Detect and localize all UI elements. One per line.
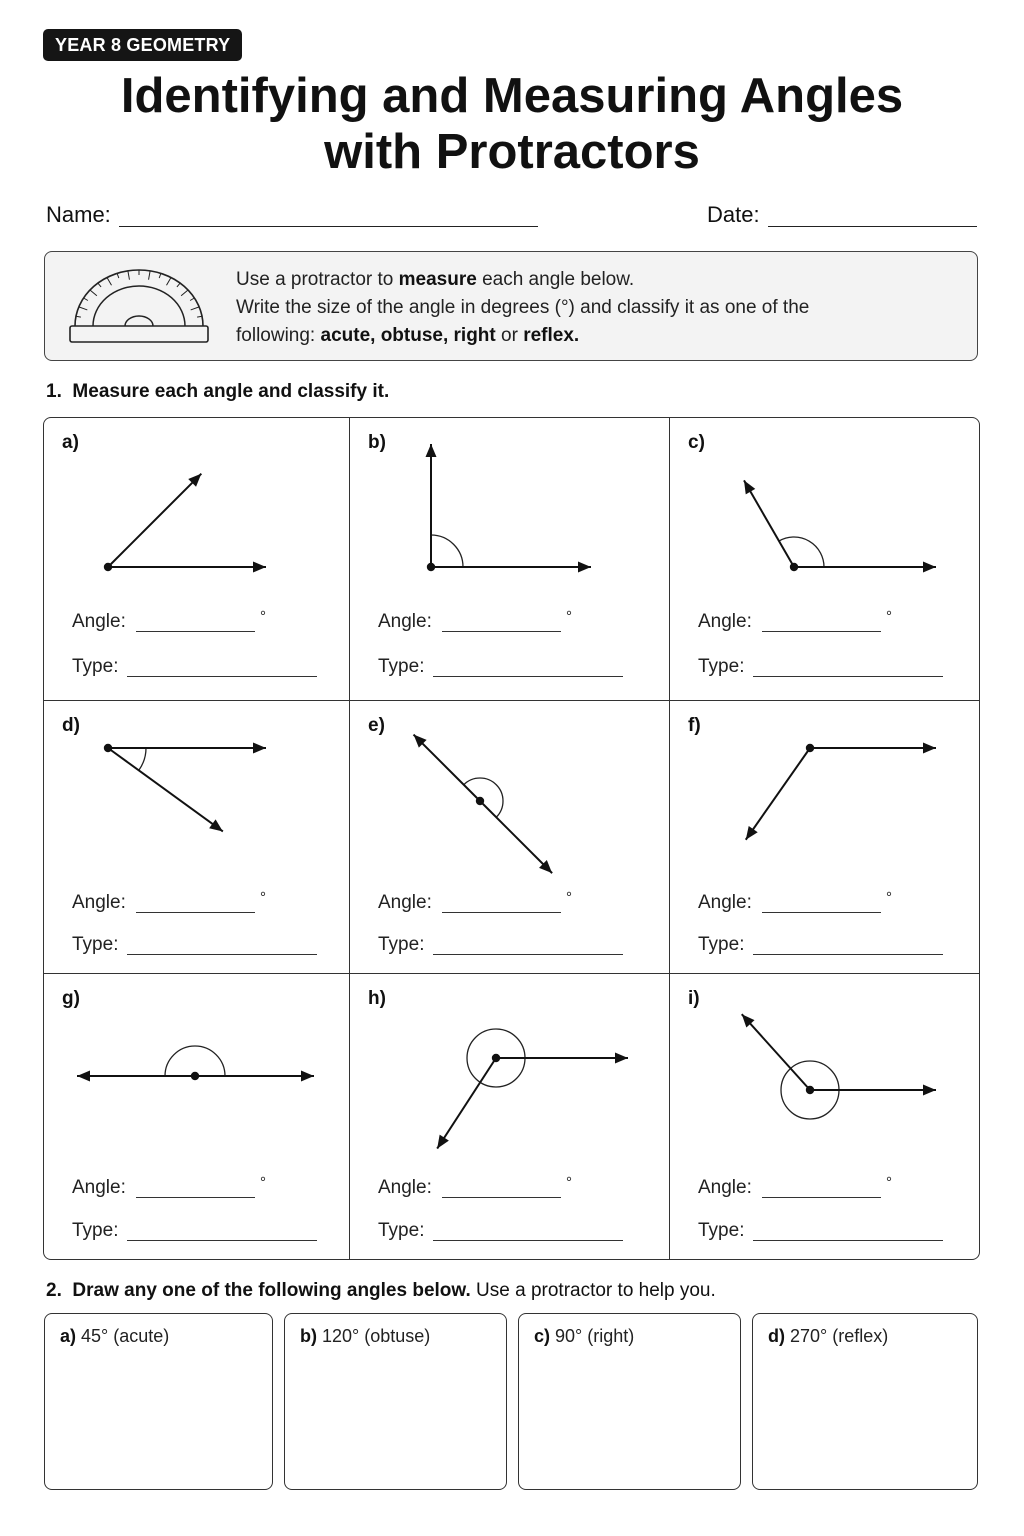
angle-diagram: [670, 974, 980, 1164]
vertex-dot: [806, 744, 814, 752]
arrowhead: [437, 1135, 449, 1149]
angle-ray: [746, 748, 810, 840]
cell-label: g): [62, 988, 80, 1009]
angle-diagram: [44, 701, 350, 891]
type-answer-field[interactable]: [753, 676, 943, 677]
degree-symbol: °: [566, 1174, 572, 1191]
angle-label: Angle:: [698, 1177, 752, 1198]
cell-label: e): [368, 715, 385, 736]
vertex-dot: [790, 563, 798, 571]
degree-symbol: °: [260, 1174, 266, 1191]
type-answer-field[interactable]: [753, 954, 943, 955]
cell-label: i): [688, 988, 700, 1009]
angle-answer-field[interactable]: [136, 631, 255, 632]
type-answer-field[interactable]: [433, 954, 623, 955]
arrowhead: [301, 1071, 314, 1082]
angle-cell-e: [350, 701, 670, 974]
angle-answer-field[interactable]: [762, 912, 881, 913]
angle-diagram: [350, 418, 670, 608]
angle-diagram: [670, 701, 980, 891]
angle-diagram: [44, 974, 350, 1164]
grade-badge: YEAR 8 GEOMETRY: [43, 29, 242, 61]
degree-symbol: °: [566, 608, 572, 625]
angle-label: Angle:: [72, 892, 126, 913]
type-label: Type:: [378, 656, 425, 677]
angle-ray: [744, 480, 794, 567]
title-line-1: Identifying and Measuring Angles: [120, 69, 904, 123]
type-label: Type:: [378, 1220, 425, 1241]
type-label: Type:: [698, 934, 745, 955]
angle-answer-field[interactable]: [442, 912, 561, 913]
type-label: Type:: [72, 656, 119, 677]
angle-diagram: [44, 418, 350, 608]
date-label: Date:: [707, 202, 760, 227]
vertex-dot: [104, 744, 112, 752]
protractor-icon: [67, 264, 211, 350]
angle-label: Angle:: [378, 611, 432, 632]
arrowhead: [253, 562, 266, 573]
arrowhead: [923, 743, 936, 754]
angle-answer-field[interactable]: [442, 1197, 561, 1198]
angle-diagram: [670, 418, 980, 608]
angle-cell-d: [44, 701, 350, 974]
angle-label: Angle:: [72, 611, 126, 632]
question-1-heading: 1. Measure each angle and classify it.: [46, 381, 390, 402]
degree-symbol: °: [886, 1174, 892, 1191]
angle-answer-field[interactable]: [136, 912, 255, 913]
arrowhead: [746, 826, 758, 840]
draw-box-a[interactable]: a) 45° (acute): [44, 1313, 273, 1490]
angle-ray: [742, 1014, 810, 1090]
degree-symbol: °: [886, 608, 892, 625]
instructions-line-2: Write the size of the angle in degrees (°) and classify it as one of the: [236, 297, 810, 318]
angle-cell-b: [350, 418, 670, 701]
draw-box-c[interactable]: c) 90° (right): [518, 1313, 741, 1490]
degree-symbol: °: [260, 608, 266, 625]
type-label: Type:: [698, 1220, 745, 1241]
type-answer-field[interactable]: [127, 954, 317, 955]
degree-symbol: °: [886, 889, 892, 906]
angle-label: Angle:: [698, 611, 752, 632]
angle-cell-c: [670, 418, 980, 701]
degree-symbol: °: [260, 889, 266, 906]
type-answer-field[interactable]: [433, 676, 623, 677]
type-answer-field[interactable]: [127, 1240, 317, 1241]
angle-cell-f: [670, 701, 980, 974]
angle-label: Angle:: [378, 892, 432, 913]
angle-ray: [480, 801, 552, 873]
cell-label: c): [688, 432, 705, 453]
instructions-line-3: following: acute, obtuse, right or reflex.: [236, 325, 580, 346]
angle-diagram: [350, 974, 670, 1164]
degree-symbol: °: [566, 889, 572, 906]
type-label: Type:: [698, 656, 745, 677]
cell-label: a): [62, 432, 79, 453]
angle-ray: [414, 735, 480, 801]
angle-label: Angle:: [378, 1177, 432, 1198]
angle-ray: [437, 1058, 496, 1149]
angle-arc: [139, 748, 146, 770]
angle-arc: [431, 535, 463, 567]
arrowhead: [253, 743, 266, 754]
angle-answer-field[interactable]: [442, 631, 561, 632]
vertex-dot: [104, 563, 112, 571]
angle-answer-field[interactable]: [762, 1197, 881, 1198]
vertex-dot: [476, 797, 484, 805]
name-field[interactable]: [119, 226, 538, 227]
draw-box-d[interactable]: d) 270° (reflex): [752, 1313, 978, 1490]
angle-arc: [464, 778, 503, 817]
cell-label: d): [62, 715, 80, 736]
vertex-dot: [492, 1054, 500, 1062]
angle-arc: [165, 1046, 225, 1076]
angle-ray: [108, 748, 223, 831]
angle-ray: [108, 474, 201, 567]
type-answer-field[interactable]: [433, 1240, 623, 1241]
instructions-line-1: Use a protractor to measure each angle below.: [236, 269, 635, 290]
angle-cell-h: [350, 974, 670, 1261]
arrowhead: [578, 562, 591, 573]
arrowhead: [77, 1071, 90, 1082]
vertex-dot: [427, 563, 435, 571]
instructions-box: [44, 251, 978, 361]
angle-label: Angle:: [698, 892, 752, 913]
title-line-2: with Protractors: [324, 125, 700, 179]
cell-label: b): [368, 432, 386, 453]
date-field[interactable]: [768, 226, 977, 227]
type-label: Type:: [72, 934, 119, 955]
angle-diagram: [350, 701, 670, 891]
question-2-heading: 2. Draw any one of the following angles below. Use a protractor to help you.: [46, 1280, 716, 1301]
vertex-dot: [806, 1086, 814, 1094]
cell-label: f): [688, 715, 701, 736]
type-label: Type:: [378, 934, 425, 955]
angle-cell-a: [44, 418, 350, 701]
type-label: Type:: [72, 1220, 119, 1241]
type-answer-field[interactable]: [753, 1240, 943, 1241]
angle-answer-field[interactable]: [136, 1197, 255, 1198]
arrowhead: [209, 819, 223, 831]
arrowhead: [923, 562, 936, 573]
arrowhead: [615, 1053, 628, 1064]
draw-box-b[interactable]: b) 120° (obtuse): [284, 1313, 507, 1490]
arrowhead: [744, 480, 755, 494]
type-answer-field[interactable]: [127, 676, 317, 677]
arrowhead: [426, 444, 437, 457]
angle-cell-g: [44, 974, 350, 1261]
worksheet-title: [0, 68, 1024, 180]
angle-label: Angle:: [72, 1177, 126, 1198]
instructions-text: [236, 266, 809, 350]
cell-label: h): [368, 988, 386, 1009]
name-label: Name:: [46, 202, 111, 227]
angle-answer-field[interactable]: [762, 631, 881, 632]
angle-cell-i: [670, 974, 980, 1261]
vertex-dot: [191, 1072, 199, 1080]
arrowhead: [923, 1085, 936, 1096]
